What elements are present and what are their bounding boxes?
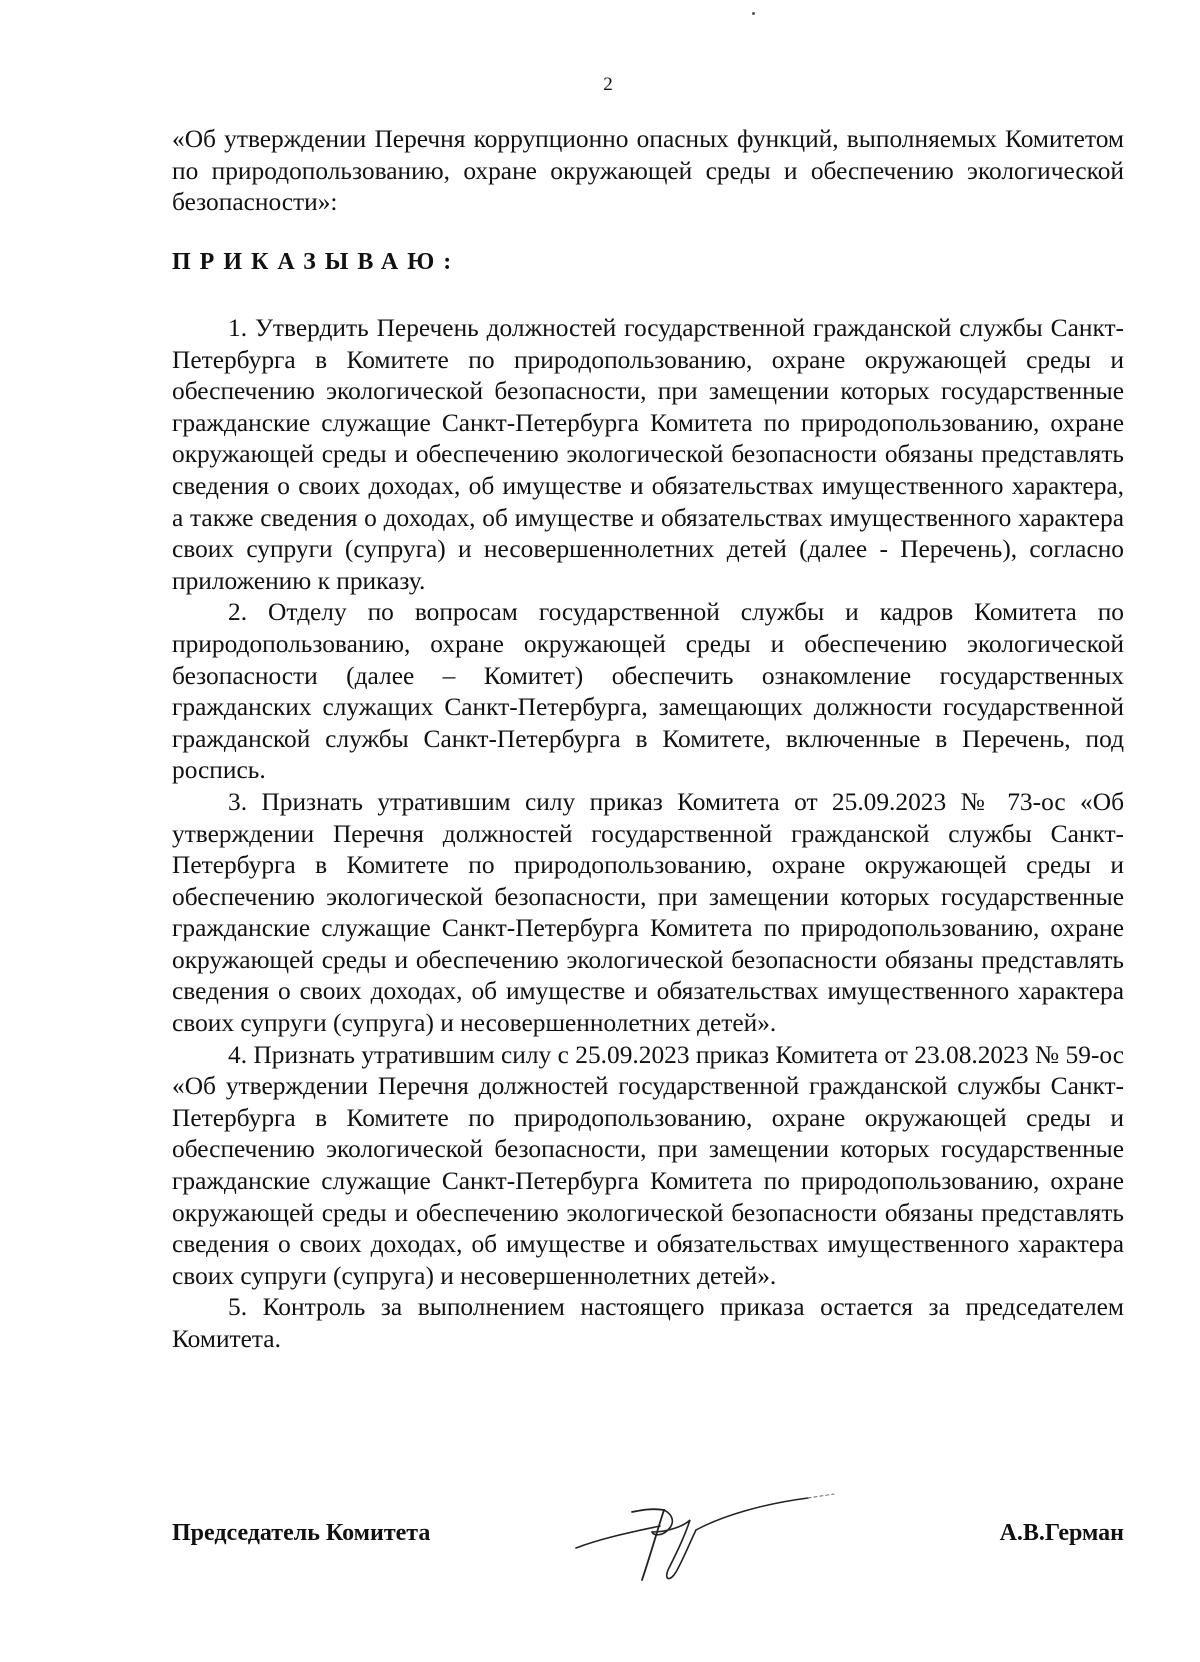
handwritten-signature [572, 1488, 852, 1588]
signer-name: А.В.Герман [999, 1520, 1124, 1546]
scan-artifact-dot [752, 12, 755, 15]
clause-5: 5. Контроль за выполнением настоящего приказа остается за председателем Комитета. [172, 1293, 1124, 1353]
clause-2: 2. Отделу по вопросам государственной службы и кадров Комитета по природопользованию, охране окружающей среды и обеспечению экологической безопасности (далее – Комитет) обеспечить ознакомление государственных гражданских служащих Санкт-Петербурга, замещающих должности государственной гражданской службы Санкт-Петербурга в Комитете, включенные в Перечень, под роспись. [172, 598, 1124, 785]
page-number: 2 [603, 74, 613, 95]
clause-4: 4. Признать утратившим силу с 25.09.2023 приказ Комитета от 23.08.2023 № 59-ос «Об утверждении Перечня должностей государственной гражданской службы Санкт-Петербурга в Комитете по природопользованию, охране окружающей среды и обеспечению экологической безопасности, при замещении которых государственные гражданские служащие Санкт-Петербурга Комитета по природопользованию, охране окружающей среды и обеспечению экологической безопасности обязаны представлять сведения о своих доходах, об имуществе и обязательствах имущественного характера своих супруги (супруга) и несовершеннолетних детей». [172, 1040, 1124, 1290]
signer-title: Председатель Комитета [172, 1520, 431, 1546]
signature-block [172, 1512, 1124, 1662]
order-heading: ПРИКАЗЫВАЮ: [172, 249, 461, 275]
intro-paragraph: «Об утверждении Перечня коррупционно опасных функций, выполняемых Комитетом по природопользованию, охране окружающей среды и обеспечению экологической безопасности»: [172, 125, 1124, 217]
clauses-list [172, 313, 1124, 1356]
clause-3: 3. Признать утратившим силу приказ Комитета от 25.09.2023 № 73-ос «Об утверждении Перечня должностей государственной гражданской службы Санкт-Петербурга в Комитете по природопользованию, охране окружающей среды и обеспечению экологической безопасности, при замещении которых государственные гражданские служащие Санкт-Петербурга Комитета по природопользованию, охране окружающей среды и обеспечению экологической безопасности обязаны представлять сведения о своих доходах, об имуществе и обязательствах имущественного характера своих супруги (супруга) и несовершеннолетних детей». [172, 787, 1124, 1038]
clause-1: 1. Утвердить Перечень должностей государственной гражданской службы Санкт-Петербурга в Комитете по природопользованию, охране окружающей среды и обеспечению экологической безопасности, при замещении которых государственные гражданские служащие Санкт-Петербурга Комитета по природопользованию, охране окружающей среды и обеспечению экологической безопасности обязаны представлять сведения о своих доходах, об имуществе и обязательствах имущественного характера, а также сведения о доходах, об имуществе и обязательствах имущественного характера своих супруги (супруга) и несовершеннолетних детей (далее - Перечень), согласно приложению к приказу. [172, 314, 1124, 595]
